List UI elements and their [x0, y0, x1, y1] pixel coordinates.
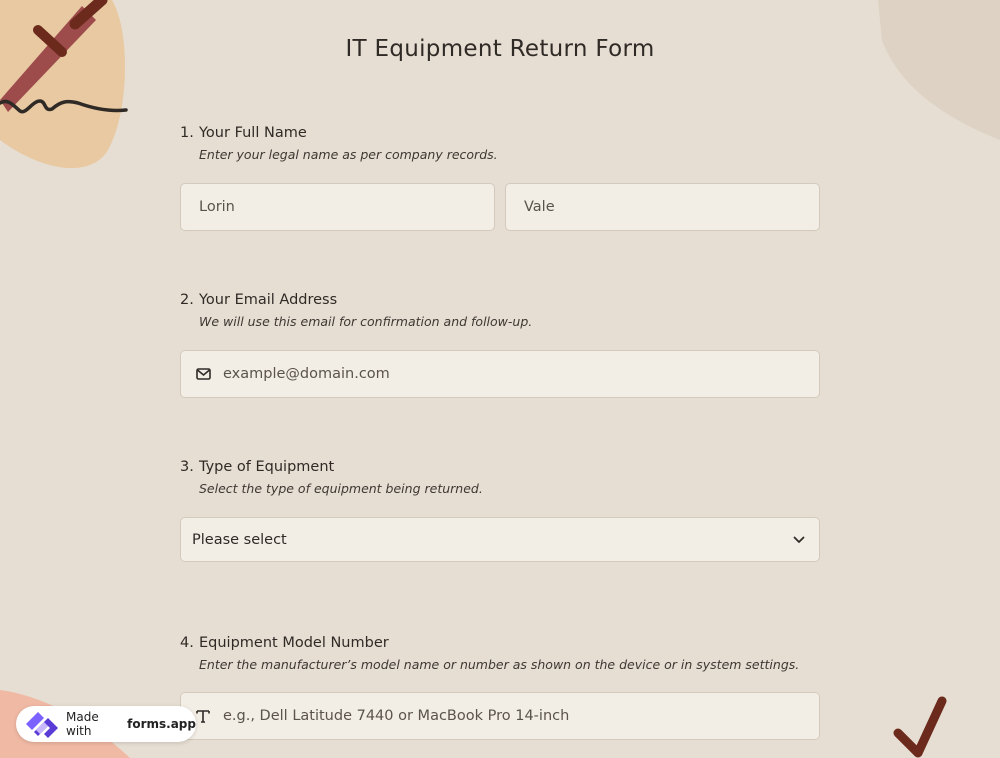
- email-placeholder: example@domain.com: [223, 366, 390, 382]
- badge-prefix: Made with: [66, 710, 99, 738]
- equipment-type-select[interactable]: [180, 517, 820, 562]
- corner-blob-decoration: [870, 0, 1000, 145]
- forms-app-logo-icon: [24, 710, 60, 738]
- chevron-down-icon: [793, 536, 805, 544]
- text-icon: [193, 709, 213, 723]
- question-label: Type of Equipment: [199, 459, 335, 475]
- question-full-name: [180, 125, 820, 162]
- question-number: 3.: [180, 459, 194, 475]
- question-description: Select the type of equipment being returned.: [199, 481, 483, 496]
- model-number-field[interactable]: [180, 692, 820, 740]
- question-description: Enter your legal name as per company records.: [199, 147, 498, 162]
- envelope-icon: [193, 368, 213, 380]
- model-placeholder: e.g., Dell Latitude 7440 or MacBook Pro 14-inch: [223, 708, 570, 724]
- question-number: 4.: [180, 635, 194, 651]
- question-number: 1.: [180, 125, 194, 141]
- question-equipment-type: [180, 459, 820, 496]
- question-description: Enter the manufacturer’s model name or number as shown on the device or in system settings.: [199, 657, 800, 672]
- question-number: 2.: [180, 292, 194, 308]
- question-label: Your Email Address: [199, 292, 338, 308]
- question-label: Your Full Name: [199, 125, 307, 141]
- select-value: Please select: [192, 531, 287, 548]
- made-with-badge[interactable]: [16, 706, 196, 742]
- pen-decoration: [0, 0, 140, 175]
- question-email: [180, 292, 820, 329]
- first-name-field[interactable]: [180, 183, 495, 231]
- first-name-value: Lorin: [199, 199, 235, 215]
- question-label: Equipment Model Number: [199, 635, 389, 651]
- last-name-field[interactable]: [505, 183, 820, 231]
- form-title: IT Equipment Return Form: [345, 36, 655, 62]
- question-description: We will use this email for confirmation and follow-up.: [199, 314, 533, 329]
- badge-brand: forms.app: [127, 717, 196, 731]
- checkmark-decoration: [890, 695, 950, 758]
- last-name-value: Vale: [524, 199, 555, 215]
- email-field[interactable]: [180, 350, 820, 398]
- question-model-number: [180, 635, 820, 672]
